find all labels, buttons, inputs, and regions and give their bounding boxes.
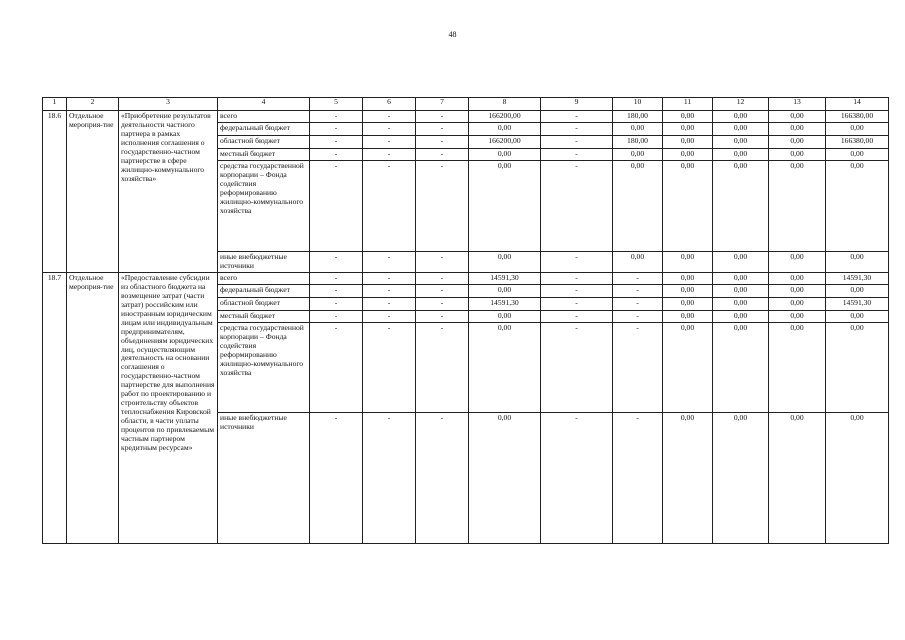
funding-source: иные внебюджетные источники	[218, 412, 310, 543]
value-cell: -	[363, 161, 416, 252]
value-cell: 0,00	[663, 272, 713, 284]
value-cell: -	[613, 310, 663, 322]
value-cell: 180,00	[613, 111, 663, 123]
row-number: 18.7	[43, 272, 67, 543]
funding-source: иные внебюджетные источники	[218, 252, 310, 273]
value-cell: 0,00	[769, 322, 826, 412]
value-cell: -	[416, 412, 469, 543]
value-cell: 0,00	[663, 284, 713, 297]
value-cell: 14591,30	[826, 297, 889, 310]
value-cell: 0,00	[769, 297, 826, 310]
value-cell: -	[310, 272, 363, 284]
row-type: Отдельное мероприя-тие	[67, 272, 119, 543]
funding-source: средства государственной корпорации – Фонда содействия реформированию жилищно-коммунального хозяйства	[218, 161, 310, 252]
funding-source: всего	[218, 272, 310, 284]
value-cell: -	[363, 149, 416, 161]
value-cell: -	[310, 111, 363, 123]
funding-source: областной бюджет	[218, 297, 310, 310]
funding-source: всего	[218, 111, 310, 123]
value-cell: -	[363, 272, 416, 284]
value-cell: -	[363, 111, 416, 123]
value-cell: 0,00	[769, 149, 826, 161]
value-cell: -	[310, 161, 363, 252]
value-cell: -	[363, 136, 416, 149]
funding-source: средства государственной корпорации – Фонда содействия реформированию жилищно-коммунального хозяйства	[218, 322, 310, 412]
header-cell: 8	[469, 98, 541, 111]
value-cell: 0,00	[469, 149, 541, 161]
value-cell: 14591,30	[469, 297, 541, 310]
value-cell: -	[363, 310, 416, 322]
value-cell: 0,00	[713, 310, 769, 322]
value-cell: 0,00	[769, 284, 826, 297]
value-cell: 0,00	[663, 149, 713, 161]
value-cell: 0,00	[826, 322, 889, 412]
value-cell: -	[541, 297, 613, 310]
value-cell: 0,00	[769, 136, 826, 149]
value-cell: -	[363, 412, 416, 543]
value-cell: -	[416, 310, 469, 322]
value-cell: 0,00	[663, 161, 713, 252]
value-cell: 0,00	[769, 123, 826, 136]
value-cell: 0,00	[826, 412, 889, 543]
value-cell: 0,00	[613, 252, 663, 273]
table-row	[43, 272, 889, 284]
funding-source: федеральный бюджет	[218, 284, 310, 297]
value-cell: 0,00	[469, 161, 541, 252]
value-cell: -	[363, 284, 416, 297]
row-description: «Приобретение результатов деятельности частного партнера в рамках исполнения соглашения о государственно-частном партнерстве в сфере жилищно-коммунального хозяйства»	[119, 111, 218, 273]
header-cell: 14	[826, 98, 889, 111]
header-cell: 3	[119, 98, 218, 111]
funding-source: федеральный бюджет	[218, 123, 310, 136]
value-cell: -	[613, 284, 663, 297]
value-cell: 0,00	[469, 284, 541, 297]
value-cell: -	[541, 310, 613, 322]
value-cell: 0,00	[663, 310, 713, 322]
value-cell: -	[310, 149, 363, 161]
value-cell: 0,00	[469, 252, 541, 273]
value-cell: -	[416, 136, 469, 149]
value-cell: -	[310, 297, 363, 310]
header-cell: 4	[218, 98, 310, 111]
value-cell: 0,00	[713, 161, 769, 252]
header-row	[43, 98, 889, 111]
table-row	[43, 111, 889, 123]
value-cell: 0,00	[713, 111, 769, 123]
value-cell: 0,00	[769, 111, 826, 123]
value-cell: -	[541, 284, 613, 297]
value-cell: 0,00	[469, 310, 541, 322]
value-cell: 0,00	[663, 252, 713, 273]
header-cell: 1	[43, 98, 67, 111]
value-cell: 166380,00	[826, 111, 889, 123]
value-cell: 0,00	[713, 272, 769, 284]
value-cell: -	[416, 284, 469, 297]
value-cell: 180,00	[613, 136, 663, 149]
value-cell: 0,00	[713, 322, 769, 412]
header-cell: 5	[310, 98, 363, 111]
value-cell: -	[416, 111, 469, 123]
value-cell: -	[310, 322, 363, 412]
value-cell: -	[310, 252, 363, 273]
row-type: Отдельное мероприя-тие	[67, 111, 119, 273]
header-cell: 13	[769, 98, 826, 111]
value-cell: 0,00	[826, 310, 889, 322]
header-cell: 10	[613, 98, 663, 111]
value-cell: -	[310, 284, 363, 297]
value-cell: 14591,30	[826, 272, 889, 284]
value-cell: -	[416, 272, 469, 284]
value-cell: 14591,30	[469, 272, 541, 284]
value-cell: 0,00	[663, 412, 713, 543]
header-cell: 6	[363, 98, 416, 111]
value-cell: 0,00	[469, 123, 541, 136]
budget-table	[42, 97, 889, 544]
value-cell: 166200,00	[469, 111, 541, 123]
value-cell: -	[416, 161, 469, 252]
value-cell: 0,00	[663, 322, 713, 412]
header-cell: 7	[416, 98, 469, 111]
value-cell: 0,00	[769, 412, 826, 543]
value-cell: -	[416, 322, 469, 412]
value-cell: 0,00	[663, 111, 713, 123]
value-cell: 0,00	[826, 123, 889, 136]
value-cell: -	[416, 297, 469, 310]
value-cell: 0,00	[613, 161, 663, 252]
value-cell: 0,00	[713, 136, 769, 149]
value-cell: -	[541, 322, 613, 412]
header-cell: 12	[713, 98, 769, 111]
value-cell: 166200,00	[469, 136, 541, 149]
value-cell: 166380,00	[826, 136, 889, 149]
value-cell: 0,00	[613, 149, 663, 161]
page-number: 48	[448, 30, 457, 39]
row-description: «Предоставление субсидии из областного бюджета на возмещение затрат (части затрат) российским или иностранным юридическим лицам или индивидуальным предпринимателям, объединениям юридических лиц, осуществляющим деятельность на основании соглашения о государственно-частном партнерстве для выполнения работ по проектированию и строительству объектов теплоснабжения Кировской области, в части уплаты процентов по привлекаемым частным партнером кредитным ресурсам»	[119, 272, 218, 543]
value-cell: 0,00	[713, 284, 769, 297]
value-cell: -	[613, 412, 663, 543]
value-cell: 0,00	[826, 161, 889, 252]
funding-source: местный бюджет	[218, 149, 310, 161]
value-cell: -	[416, 123, 469, 136]
value-cell: 0,00	[769, 161, 826, 252]
value-cell: 0,00	[713, 412, 769, 543]
value-cell: 0,00	[663, 123, 713, 136]
value-cell: -	[541, 149, 613, 161]
value-cell: -	[416, 149, 469, 161]
header-cell: 2	[67, 98, 119, 111]
funding-source: местный бюджет	[218, 310, 310, 322]
value-cell: 0,00	[713, 252, 769, 273]
value-cell: 0,00	[713, 297, 769, 310]
value-cell: 0,00	[713, 149, 769, 161]
value-cell: -	[363, 252, 416, 273]
value-cell: -	[310, 123, 363, 136]
value-cell: -	[416, 252, 469, 273]
value-cell: 0,00	[769, 252, 826, 273]
value-cell: -	[541, 136, 613, 149]
funding-source: областной бюджет	[218, 136, 310, 149]
value-cell: -	[363, 123, 416, 136]
value-cell: -	[310, 136, 363, 149]
value-cell: 0,00	[826, 149, 889, 161]
value-cell: 0,00	[469, 322, 541, 412]
value-cell: -	[541, 412, 613, 543]
value-cell: -	[310, 412, 363, 543]
value-cell: -	[613, 272, 663, 284]
value-cell: 0,00	[663, 297, 713, 310]
value-cell: 0,00	[826, 252, 889, 273]
value-cell: 0,00	[826, 284, 889, 297]
row-number: 18.6	[43, 111, 67, 273]
value-cell: -	[541, 252, 613, 273]
value-cell: -	[541, 123, 613, 136]
value-cell: -	[541, 111, 613, 123]
value-cell: 0,00	[469, 412, 541, 543]
value-cell: -	[613, 322, 663, 412]
value-cell: -	[363, 322, 416, 412]
value-cell: 0,00	[713, 123, 769, 136]
value-cell: -	[310, 310, 363, 322]
value-cell: -	[541, 161, 613, 252]
header-cell: 9	[541, 98, 613, 111]
header-cell: 11	[663, 98, 713, 111]
value-cell: 0,00	[769, 272, 826, 284]
value-cell: 0,00	[613, 123, 663, 136]
value-cell: -	[363, 297, 416, 310]
value-cell: -	[613, 297, 663, 310]
value-cell: -	[541, 272, 613, 284]
value-cell: 0,00	[663, 136, 713, 149]
value-cell: 0,00	[769, 310, 826, 322]
